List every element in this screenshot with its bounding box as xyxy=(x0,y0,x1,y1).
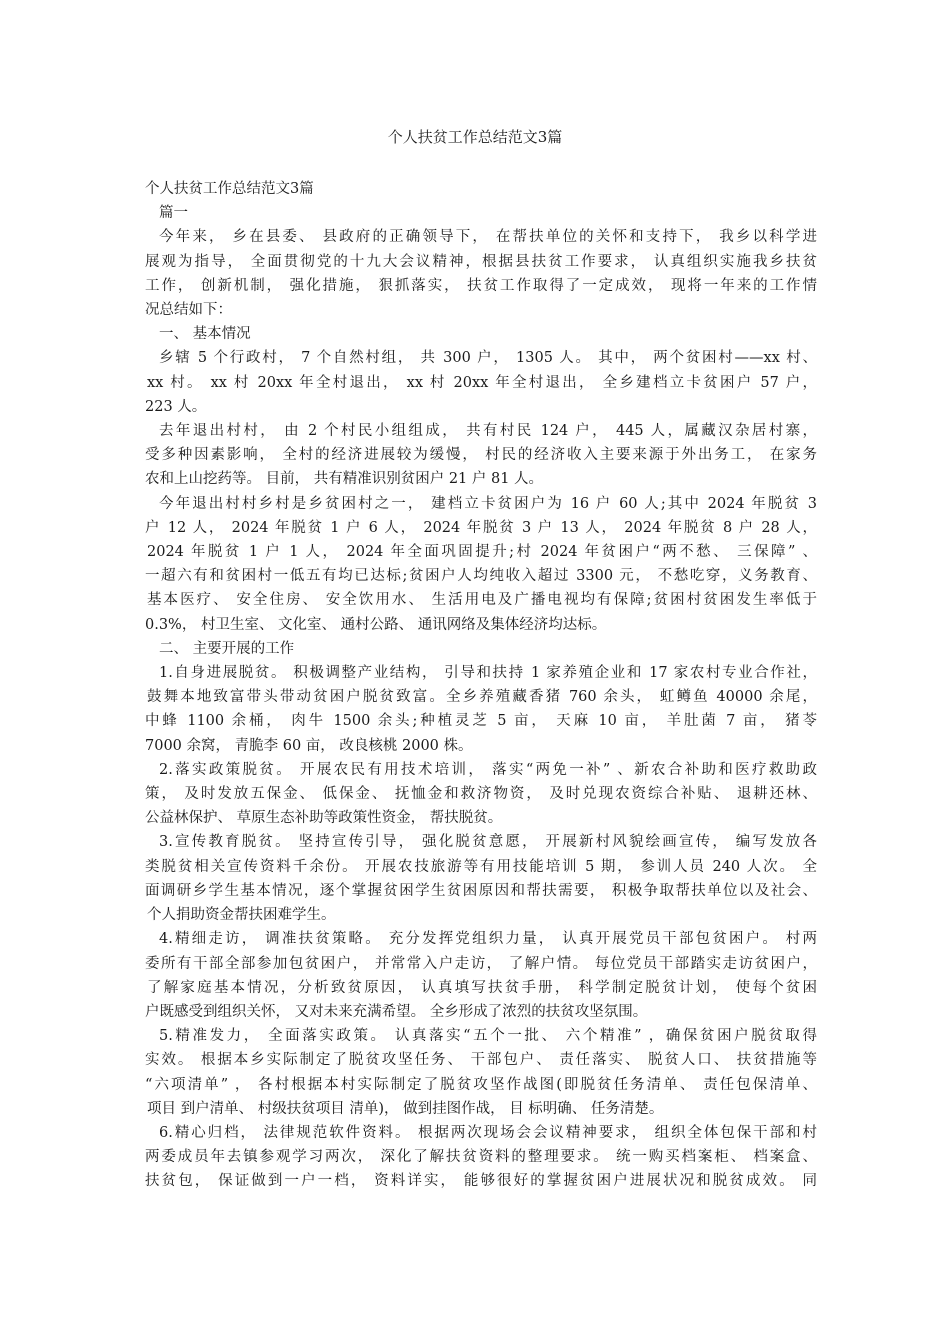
body-line: 户 12 人， 2024 年脱贫 1 户 6 人， 2024 年脱贫 3 户 13 人， 2024 年脱贫 8 户 28 人， xyxy=(145,519,817,536)
body-line: 乡辖 5 个行政村， 7 个自然村组， 共 300 户， 1305 人。 其中， 两个贫困村——xx 村、 xyxy=(159,350,817,367)
body-line: 3.宣传教育脱贫。 坚持宣传引导， 强化脱贫意愿， 开展新村风貌绘画宣传， 编写发放各 xyxy=(159,834,817,851)
body-line: 一、 基本情况 xyxy=(159,326,251,343)
body-line: 项目 到户清单、 村级扶贫项目 清单)， 做到挂图作战， 目 标明确、 任务清楚。 xyxy=(147,1100,664,1117)
body-line: 户既感受到组织关怀， 又对未来充满希望。 全乡形成了浓烈的扶贫攻坚氛围。 xyxy=(145,1003,648,1020)
body-line: 展观为指导， 全面贯彻党的十九大会议精神，根据县扶贫工作要求， 认真组织实施我乡扶贫 xyxy=(145,253,817,270)
body-line: 2.落实政策脱贫。 开展农民有用技术培训， 落实“两免一补” 、新农合补助和医疗救助政 xyxy=(159,761,817,778)
body-line: 面调研乡学生基本情况，逐个掌握贫困学生贫困原因和帮扶需要， 积极争取帮扶单位以及社会、 xyxy=(145,882,817,899)
body-line: 二、 主要开展的工作 xyxy=(159,640,295,657)
body-line: 农和上山挖药等。 目前， 共有精准识别贫困户 21 户 81 人。 xyxy=(145,471,544,488)
body-line: 委所有干部全部参加包贫困户， 并常常入户走访， 了解户情。 每位党员干部踏实走访贫困户， xyxy=(145,955,817,972)
body-line: 2024 年脱贫 1 户 1 人， 2024 年全面巩固提升;村 2024 年贫困户“两不愁、 三保障” 、 xyxy=(147,544,817,561)
body-line: 策， 及时发放五保金、 低保金、 抚恤金和救济物资， 及时兑现农资综合补贴、 退耕还林、 xyxy=(145,786,817,803)
body-line: 223 人。 xyxy=(145,398,207,415)
body-line: 两委成员年去镇参观学习两次， 深化了解扶贫资料的整理要求。 统一购买档案柜、 档案盒、 xyxy=(145,1149,817,1166)
body-line: 了解家庭基本情况，分析致贫原因， 认真填写扶贫手册， 科学制定脱贫计划， 使每个贫困 xyxy=(147,979,817,996)
body-line: 一超六有和贫困村一低五有均已达标;贫困户人均纯收入超过 3300 元， 不愁吃穿，义务教育、 xyxy=(145,568,817,585)
body-line: 个人扶贫工作总结范文3篇 xyxy=(145,181,314,197)
body-line: 实效。 根据本乡实际制定了脱贫攻坚任务、 干部包户、 责任落实、 脱贫人口、 扶贫措施等 xyxy=(145,1052,817,1069)
body-line: 鼓舞本地致富带头带动贫困户脱贫致富。全乡养殖藏香猪 760 余头， 虹鳟鱼 40000 余尾， xyxy=(147,689,817,706)
body-line: “六项清单” ， 各村根据本村实际制定了脱贫攻坚作战图(即脱贫任务清单、 责任包保清单、 xyxy=(145,1076,817,1093)
body-line: 去年退出村村， 由 2 个村民小组组成， 共有村民 124 户， 445 人，属藏汉杂居村寨， xyxy=(159,423,817,440)
body-line: 个人捐助资金帮扶困难学生。 xyxy=(147,907,336,924)
body-line: 中蜂 1100 余桶， 肉牛 1500 余头;种植灵芝 5 亩， 天麻 10 亩， 羊肚菌 7 亩， 猪苓 xyxy=(145,713,817,730)
body-line: xx 村。 xx 村 20xx 年全村退出， xx 村 20xx 年全村退出， 全乡建档立卡贫困户 57 户， xyxy=(147,374,817,391)
body-line: 7000 余窝， 青脆李 60 亩， 改良核桃 2000 株。 xyxy=(145,737,473,754)
body-line: 今年来， 乡在县委、 县政府的正确领导下， 在帮扶单位的关怀和支持下， 我乡以科学进 xyxy=(159,229,817,246)
body-line: 今年退出村村乡村是乡贫困村之一， 建档立卡贫困户为 16 户 60 人;其中 2024 年脱贫 3 xyxy=(159,495,817,512)
body-line: 公益林保护、 草原生态补助等政策性资金， 帮扶脱贫。 xyxy=(145,810,503,827)
body-line: 工作， 创新机制， 强化措施， 狠抓落实， 扶贫工作取得了一定成效， 现将一年来的工作情 xyxy=(145,277,817,294)
body-line: 篇一 xyxy=(159,205,188,222)
body-line: 况总结如下： xyxy=(145,302,232,319)
body-line: 1.自身进展脱贫。 积极调整产业结构， 引导和扶持 1 家养殖企业和 17 家农村专业合作社， xyxy=(159,665,817,682)
body-line: 5.精准发力， 全面落实政策。 认真落实“五个一批、 六个精准” ，确保贫困户脱贫取得 xyxy=(159,1028,817,1045)
body-line: 受多种因素影响， 全村的经济进展较为缓慢， 村民的经济收入主要来源于外出务工， 在家务 xyxy=(145,447,817,464)
body-line: 基本医疗、 安全住房、 安全饮用水、 生活用电及广播电视均有保障;贫困村贫困发生率低于 xyxy=(147,592,817,609)
body-line: 4.精细走访， 调准扶贫策略。 充分发挥党组织力量， 认真开展党员干部包贫困户。 村两 xyxy=(159,931,817,948)
body-line: 类脱贫相关宣传资料千余份。 开展农技旅游等有用技能培训 5 期， 参训人员 240 人次。 全 xyxy=(145,858,817,875)
document-body xyxy=(145,177,817,1194)
body-line: 6.精心归档， 法律规范软件资料。 根据两次现场会会议精神要求， 组织全体包保干部和村 xyxy=(159,1124,817,1141)
document-title: 个人扶贫工作总结范文3篇 xyxy=(387,128,563,146)
body-line: 0.3%， 村卫生室、 文化室、 通村公路、 通讯网络及集体经济均达标。 xyxy=(145,616,607,633)
body-line: 扶贫包， 保证做到一户一档， 资料详实， 能够很好的掌握贫困户进展状况和脱贫成效。 同 xyxy=(145,1173,817,1190)
